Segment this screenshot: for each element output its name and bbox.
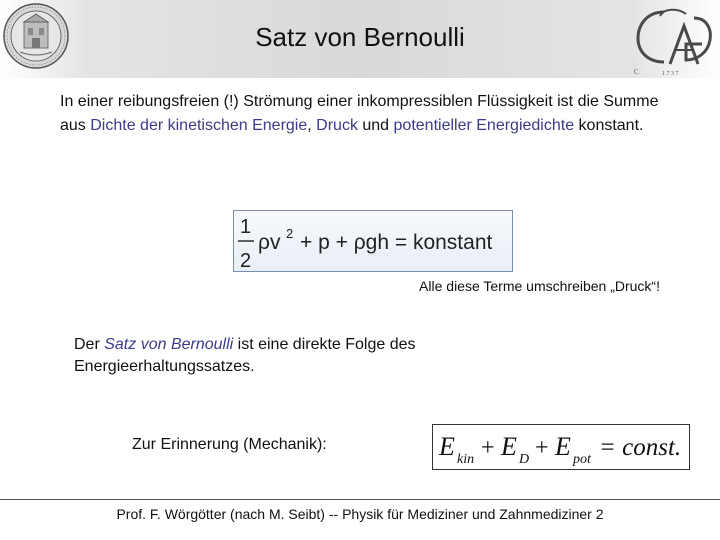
intro-text-1: In einer reibungsfreien (!) Strömung einer inkompressiblen Flüssigkeit ist die Summe aus — [60, 93, 659, 134]
reminder-label: Zur Erinnerung (Mechanik): — [132, 436, 327, 453]
energy-sub-d: D — [519, 452, 530, 467]
bernoulli-formula — [233, 210, 513, 272]
intro-text-3: konstant. — [574, 117, 644, 134]
energy-plus-2: + — [535, 435, 549, 461]
energy-e-pot: E — [555, 432, 571, 461]
intro-highlight-pressure: Druck — [316, 117, 358, 134]
formula-numerator: 1 — [240, 216, 252, 238]
energy-rhs: = const. — [599, 434, 682, 461]
consequence-italic: Satz von Bernoulli — [104, 336, 234, 353]
slide-title: Satz von Bernoulli — [255, 22, 465, 52]
intro-text-2: und — [357, 117, 394, 134]
intro-separator: , — [307, 117, 317, 134]
formula-denominator: 2 — [240, 250, 252, 272]
svg-text:C: C — [634, 68, 639, 76]
formula-rho-v: ρv — [258, 231, 281, 254]
svg-text:1 7 3 7: 1 7 3 7 — [662, 71, 679, 77]
formula-rest: + p + ρgh = konstant — [300, 231, 493, 254]
intro-highlight-potential: potentieller Energiedichte — [393, 117, 575, 134]
intro-paragraph — [60, 90, 660, 138]
footer-divider — [0, 499, 720, 500]
pressure-note: Alle diese Terme umschreiben „Druck“! — [419, 278, 660, 294]
intro-highlight-kinetic: Dichte der kinetischen Energie — [90, 117, 308, 134]
energy-plus-1: + — [481, 435, 495, 461]
gauss-logo-icon — [624, 4, 716, 78]
consequence-text-2: ist eine direkte Folge des Energieerhaltungssatzes. — [74, 336, 416, 375]
energy-sub-pot: pot — [573, 452, 591, 467]
energy-e-d: E — [501, 432, 517, 461]
energy-sub-kin: kin — [457, 452, 475, 467]
energy-e-kin: E — [439, 432, 455, 461]
footer-text: Prof. F. Wörgötter (nach M. Seibt) -- Physik für Mediziner und Zahnmediziner 2 — [116, 506, 604, 522]
formula-exponent: 2 — [286, 226, 294, 241]
energy-conservation-formula — [432, 424, 690, 470]
consequence-text-1: Der — [74, 336, 105, 353]
consequence-paragraph — [74, 334, 494, 378]
